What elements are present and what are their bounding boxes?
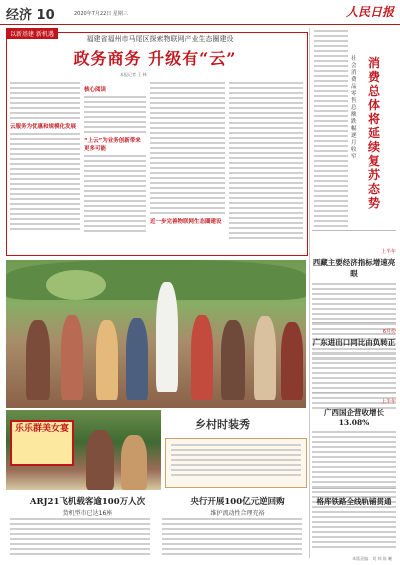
tibet-headline: 西藏主要经济指标增速亮眼 (312, 258, 396, 278)
caption-box (165, 438, 307, 488)
lead-text-col-4 (229, 82, 303, 242)
bottom-right-article-head (170, 495, 305, 517)
lead-text-col-1 (10, 82, 80, 233)
lead-pull-quote: 近一步完善物联网生态圈建设 (150, 219, 222, 225)
pboc-text (162, 518, 302, 558)
page-footer: 本版责编：刘 帅 陈 曦 (352, 556, 392, 561)
consumption-headline: 消费总体将延续复苏态势 (368, 56, 381, 210)
divider (312, 322, 396, 323)
consumption-text (314, 30, 348, 230)
railway-headline: 格库铁路全线轨铺贯通 (316, 497, 392, 506)
issue-date: 2020年7月22日 星期三 (74, 11, 128, 17)
arj21-text (10, 518, 150, 558)
lead-kicker: 福建省福州市马尾区探索物联网产业生态圈建设 (86, 35, 234, 43)
bottom-left-article-head (20, 495, 155, 517)
lead-subhead-1: 云服务为优惠和规模化发展 (10, 124, 77, 130)
photo-banner-text: 乐乐群美女宴 (10, 420, 74, 466)
photo-caption-title: 乡村时装秀 (195, 418, 250, 431)
guangxi-headline: 广西国企营收增长13.08% (324, 408, 384, 427)
column-tag: 以新基建 新机遇 (6, 28, 58, 39)
village-fashion-show-photo (6, 260, 306, 408)
arj21-subhead: 货机型市已达16座 (62, 510, 113, 517)
pboc-headline: 央行开展100亿元逆回购 (190, 497, 285, 507)
lead-headline: 政务商务 升级有“云” (73, 49, 237, 68)
page-header (0, 0, 400, 25)
lead-byline: 本报记者 王 林 (120, 72, 147, 77)
core-reading-heading: 核心阅读 (84, 87, 107, 93)
lead-text-col-3 (150, 82, 225, 228)
railway-block (312, 494, 396, 551)
lead-text-col-2 (84, 82, 146, 235)
tibet-kicker: 上半年 (380, 249, 396, 255)
pboc-subhead: 维护流动性合理充裕 (210, 510, 265, 517)
guangdong-kicker: 6月份 (382, 329, 396, 335)
feature-caption (165, 410, 305, 490)
village-banner-photo (6, 410, 161, 490)
guangxi-kicker: 上半年 (380, 399, 396, 405)
consumption-subtitle: 社会消费品零售总额跌幅逐月收窄 (351, 56, 357, 160)
guangdong-headline: 广东进出口同比由负转正 (312, 338, 396, 347)
newspaper-logo: 人民日报 (345, 5, 394, 19)
lead-subhead-2: “上云”为业务创新带来更多可能 (84, 138, 141, 152)
column-divider (309, 28, 310, 558)
arj21-headline: ARJ21飞机载客逾100万人次 (29, 497, 146, 507)
section-label: 经济 10 (6, 8, 55, 23)
divider (312, 230, 396, 231)
divider (312, 488, 396, 489)
divider (312, 392, 396, 393)
